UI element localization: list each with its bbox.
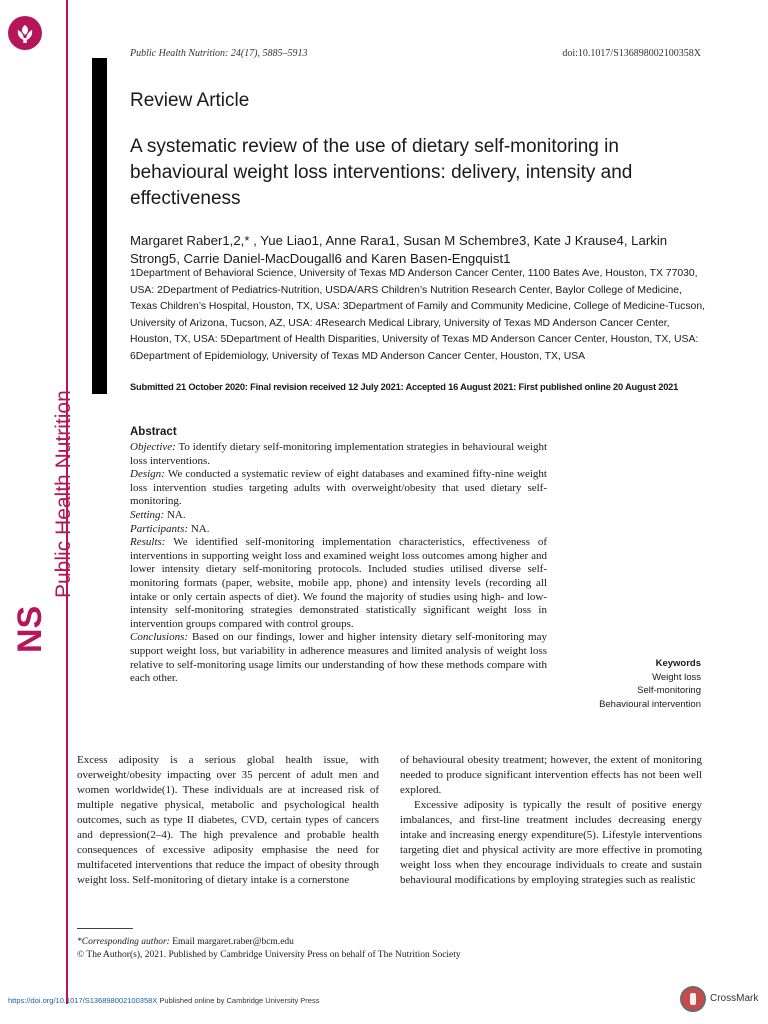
copyright-notice: © The Author(s), 2021. Published by Cambridge University Press on behalf of The Nutrition Society xyxy=(77,950,461,960)
abstract-heading: Abstract xyxy=(130,426,177,438)
running-head: Public Health Nutrition: 24(17), 5885–5913 xyxy=(130,48,308,59)
published-online-text: Published online by Cambridge University Press xyxy=(159,996,320,1005)
doi-header[interactable]: doi:10.1017/S136898002100358X xyxy=(562,48,701,59)
abstract-conclusions xyxy=(130,631,547,685)
abstract-text: We identified self-monitoring implementation characteristics, effectiveness of interventions in supporting weight loss and examined weight loss outcomes among higher and lower intensity dietary self-monitoring protocols. Included studies utilised diverse self-monitoring formats (paper, website, mobile app, phone) and intensity levels (recording all intake or only certain aspects of diet). We found the majority of studies using high- and low-intensity self-monitoring strategies demonstrated statistically significant weight loss in intervention groups compared with control groups. xyxy=(130,536,547,630)
abstract-text: NA. xyxy=(190,522,210,535)
body-paragraph: Excess adiposity is a serious global health issue, with overweight/obesity impacting over 35 percent of adult men and women worldwide(1). These individuals are at increased risk of multiple negative physical, metabolic and psychological health outcomes, such as type II diabetes, CVD, certain types of cancers and depression(2–4). The high prevalence and probable health consequences of excessive adiposity emphasise the need for multifaceted interventions that reduce the impact of obesity through weight loss. Self-monitoring of dietary intake is a cornerstone xyxy=(77,754,379,886)
author-list: Margaret Raber1,2,* , Yue Liao1, Anne Rara1, Susan M Schembre3, Kate J Krause4, Larkin Strong5, Carrie Daniel-MacDougall6 and Karen Basen-Engquist1 xyxy=(130,233,668,266)
journal-name-vertical: Public Health Nutrition xyxy=(52,390,75,598)
corresponding-email[interactable]: Email margaret.raber@bcm.edu xyxy=(172,937,294,947)
footnote-divider xyxy=(77,928,133,929)
abstract-label: Results: xyxy=(130,536,166,549)
footnotes xyxy=(77,936,461,962)
crossmark-button[interactable] xyxy=(680,986,760,1014)
keywords-heading: Keywords xyxy=(655,658,701,669)
body-paragraph: of behavioural obesity treatment; however, the extent of monitoring needed to produce significant intervention effects has not been well explored. xyxy=(400,754,702,796)
abstract-participants xyxy=(130,523,547,537)
crossmark-label: CrossMark xyxy=(710,993,759,1004)
corresponding-author xyxy=(77,936,461,949)
affiliations: 1Department of Behavioral Science, University of Texas MD Anderson Cancer Center, 1100 Bates Ave, Houston, TX 77030, USA: 2Department of Pediatrics-Nutrition, USDA/ARS Children’s Nutrition Research Center, Baylor College of Medicine, Texas Children’s Hospital, Houston, TX, USA: 3Department of Family and Community Medicine, College of Medicine-Tucson, University of Arizona, Tucson, AZ, USA: 4Research Medical Library, University of Texas MD Anderson Cancer Center, Houston, TX, USA: 5Department of Health Disparities, University of Texas MD Anderson Cancer Center, Houston, TX, USA: 6Department of Epidemiology, University of Texas MD Anderson Cancer Center, Houston, TX, USA xyxy=(130,268,706,362)
body-column-left xyxy=(77,753,379,888)
submission-dates: Submitted 21 October 2020: Final revision received 12 July 2021: Accepted 16 August 2021: First published online 20 August 2021 xyxy=(130,382,679,392)
page-footer xyxy=(8,996,319,1005)
svg-text:NS: NS xyxy=(12,605,48,653)
body-paragraph: Excessive adiposity is typically the result of positive energy imbalances, and first-line treatment includes decreasing energy intake and increasing energy expenditure(5). Lifestyle interventions targeting diet and physical activity are more effective in promoting weight loss when they encourage individuals to create and sustain behavioural modifications by employing strategies such as realistic xyxy=(400,799,702,886)
keyword-item: Weight loss xyxy=(652,671,701,683)
abstract-design xyxy=(130,468,547,509)
abstract-label: Setting: xyxy=(130,508,165,521)
ns-logo-icon xyxy=(12,600,48,658)
abstract-label: Conclusions: xyxy=(130,631,189,644)
article-title: A systematic review of the use of dietary self-monitoring in behavioural weight loss interventions: delivery, intensity and effectiveness xyxy=(130,136,633,209)
abstract-text: NA. xyxy=(166,508,186,521)
abstract-results xyxy=(130,536,547,631)
abstract-label: Objective: xyxy=(130,441,176,453)
body-column-right xyxy=(400,753,702,888)
article-type: Review Article xyxy=(130,90,250,111)
crossmark-icon xyxy=(680,986,706,1012)
title-accent-bar xyxy=(92,58,107,394)
journal-emblem-icon xyxy=(8,16,42,50)
abstract-objective xyxy=(130,441,547,468)
abstract-text: To identify dietary self-monitoring implementation strategies in behavioural weight loss interventions. xyxy=(130,441,547,467)
abstract-text: Based on our findings, lower and higher intensity dietary self-monitoring may support weight loss, but variability in adherence measures and limited analysis of weight loss relative to self-monitoring usage limits our understanding of how these methods compare with each other. xyxy=(130,631,547,685)
doi-link[interactable]: https://doi.org/10.1017/S136898002100358X xyxy=(8,996,158,1005)
abstract-setting xyxy=(130,509,547,523)
keywords-box xyxy=(599,657,701,711)
keyword-item: Self-monitoring xyxy=(637,685,701,697)
corresponding-label: *Corresponding author: xyxy=(77,937,170,947)
abstract-text: We conducted a systematic review of eight databases and examined fifty-nine weight loss intervention studies targeting adults with overweight/obesity that used dietary self-monitoring. xyxy=(130,468,547,508)
keyword-item: Behavioural intervention xyxy=(599,698,701,710)
abstract-label: Design: xyxy=(130,468,165,481)
abstract-body xyxy=(130,441,547,686)
abstract-label: Participants: xyxy=(130,522,189,535)
